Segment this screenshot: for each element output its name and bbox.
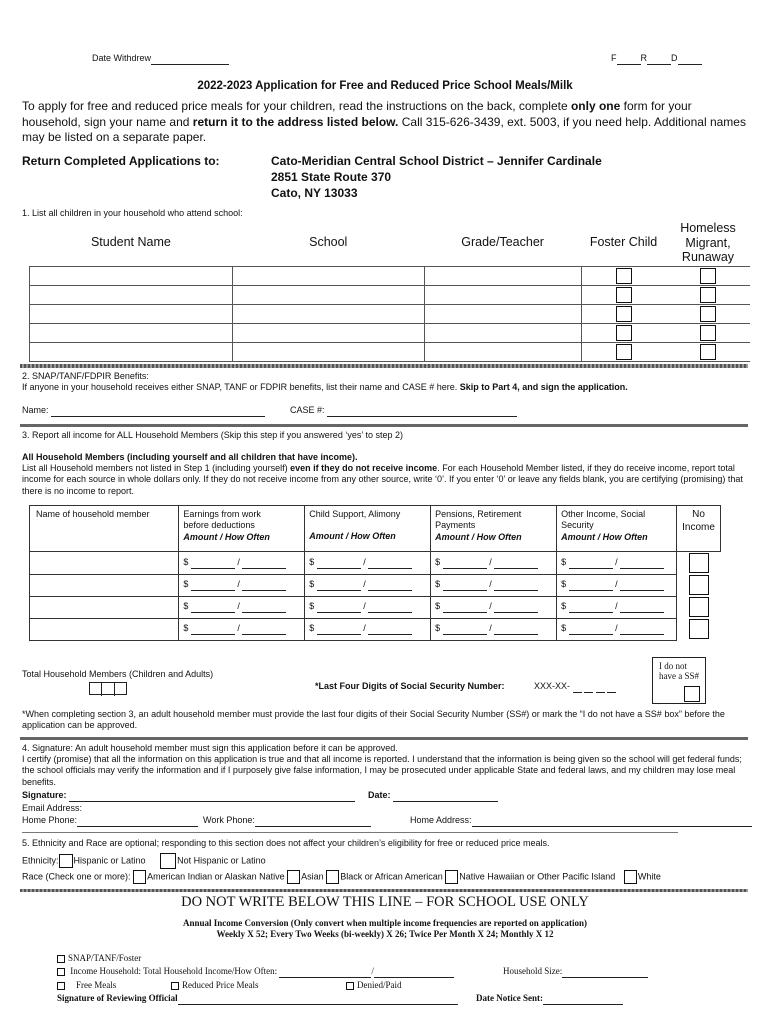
date-field [368,790,498,802]
foster-checkbox[interactable] [616,325,632,341]
dollar-sign: $ [435,622,443,633]
d-code-input[interactable] [678,53,702,65]
divider [20,424,748,427]
dollar-sign: $ [309,600,317,611]
free-meals-checkbox[interactable] [57,982,65,990]
dollar-sign: $ [561,600,569,611]
household-member-name-cell[interactable] [30,596,179,618]
pensions-frequency-input[interactable] [494,557,538,569]
intro-text-2: form for your household, sign your name and [22,99,692,129]
foster-child-cell[interactable] [581,323,666,342]
foster-checkbox[interactable] [616,306,632,322]
work-phone-input[interactable] [255,815,371,827]
denied-row [346,980,402,991]
homeless-checkbox[interactable] [700,268,716,284]
dollar-sign: $ [435,578,443,589]
pensions-cell[interactable] [431,596,557,618]
work-phone-field [203,815,371,827]
ssn-digit-input[interactable] [607,681,616,693]
slash-separator: / [612,578,621,589]
reduced-meals-label: Reduced Price Meals [182,980,259,990]
earnings-frequency-input[interactable] [242,557,286,569]
student-row [30,266,751,285]
household-member-name-cell[interactable] [30,552,179,575]
grade-teacher-cell[interactable] [424,304,581,323]
student-name-cell[interactable] [30,323,233,342]
r-code-input[interactable] [647,53,671,65]
slash-separator: / [486,600,495,611]
divider [20,889,748,892]
home-phone-label: Home Phone: [22,815,78,825]
ssn-field [534,681,616,693]
income-conversion-formula: Weekly X 52; Every Two Weeks (bi-weekly) X 26; Twice Per Month X 24; Monthly X 12 [216,929,554,939]
divider [22,832,678,833]
earnings-amount-input[interactable] [191,557,235,569]
student-name-cell[interactable] [30,285,233,304]
child-support-frequency-input[interactable] [368,601,412,613]
earnings-frequency-input[interactable] [242,579,286,591]
snap-office-checkbox[interactable] [57,955,65,963]
other-income-cell[interactable] [557,574,677,596]
homeless-header: Homeless Migrant, Runaway [680,221,736,264]
email-label: Email Address: [22,803,83,813]
income-household-label: Income Household: Total Household Income/How Often: [70,966,278,976]
student-name-header: Student Name [90,234,171,249]
earnings-header [179,506,305,552]
child-support-cell[interactable] [305,618,431,640]
homeless-checkbox[interactable] [700,287,716,303]
intro-bold-1: only one [570,99,621,113]
school-use-banner: DO NOT WRITE BELOW THIS LINE – FOR SCHOOL USE ONLY [181,894,589,910]
intro-bold-2: return it to the address listed below. [192,114,399,129]
no-income-checkbox[interactable] [689,553,709,573]
amount-how-often: Amount / How Often [435,531,522,542]
household-member-name-cell[interactable] [30,618,179,640]
ssn-digit-input[interactable] [584,681,593,693]
student-name-cell[interactable] [30,304,233,323]
date-withdrew-input[interactable] [151,53,229,65]
no-income-cell [677,574,721,596]
no-income-checkbox[interactable] [689,575,709,595]
household-size-label: Household Size: [503,966,563,976]
pensions-frequency-input[interactable] [494,623,538,635]
child-support-amount-input[interactable] [317,601,361,613]
child-support-amount-input[interactable] [317,623,361,635]
step3-instructions [22,463,750,497]
amount-how-often: Amount / How Often [309,531,396,541]
not-hispanic-label: Not Hispanic or Latino [177,855,266,866]
earnings-amount-input[interactable] [191,601,235,613]
no-income-checkbox[interactable] [689,619,709,639]
denied-label: Denied/Paid [357,980,402,990]
pensions-amount-input[interactable] [443,601,487,613]
slash-separator: / [360,622,369,633]
foster-checkbox[interactable] [616,344,632,360]
school-cell[interactable] [232,285,424,304]
snap-name-field [22,405,265,417]
school-cell[interactable] [232,266,424,285]
foster-checkbox[interactable] [616,287,632,303]
pensions-frequency-input[interactable] [494,579,538,591]
case-number-label: CASE #: [290,405,325,415]
earnings-cell[interactable] [179,574,305,596]
other-income-cell[interactable] [557,596,677,618]
step3-heading: 3. Report all income for ALL Household Members (Skip this step if you answered ‘yes’ to step 2) [22,430,404,440]
child-support-cell[interactable] [305,552,431,575]
other-income-header [557,506,677,552]
pensions-cell[interactable] [431,574,557,596]
earnings-cell[interactable] [179,618,305,640]
date-withdrew-field [92,53,229,65]
earnings-amount-input[interactable] [191,623,235,635]
pensions-amount-input[interactable] [443,557,487,569]
pensions-amount-input[interactable] [443,623,487,635]
child-support-frequency-input[interactable] [368,623,412,635]
total-income-input[interactable] [279,966,371,978]
slash-separator: / [360,556,369,567]
no-income-cell [677,618,721,640]
pensions-cell[interactable] [431,552,557,575]
child-support-frequency-input[interactable] [368,579,412,591]
foster-child-cell[interactable] [581,342,666,361]
other-income-header-label: Other Income, Social Security [561,509,646,531]
home-address-input[interactable] [472,815,752,827]
ethnicity-row [22,853,266,869]
case-number-field [290,405,517,417]
child-support-cell[interactable] [305,596,431,618]
no-ssn-checkbox[interactable] [684,686,700,702]
income-household-checkbox[interactable] [57,968,65,976]
home-address-label: Home Address: [410,815,472,825]
homeless-cell[interactable] [666,304,750,323]
dollar-sign: $ [309,578,317,589]
dollar-sign: $ [183,622,191,633]
slash-separator: / [234,600,243,611]
foster-child-cell[interactable] [581,304,666,323]
income-table [29,505,721,641]
pensions-header [431,506,557,552]
date-withdrew-label: Date Withdrew [92,53,152,63]
student-row [30,342,751,361]
dollar-sign: $ [183,556,191,567]
slash-separator: / [486,578,495,589]
f-code-label: F [611,53,617,63]
dollar-sign: $ [435,600,443,611]
race-pacific-islander-checkbox[interactable] [445,870,458,884]
school-header: School [309,234,348,249]
dollar-sign: $ [183,600,191,611]
homeless-checkbox[interactable] [700,344,716,360]
no-ssn-label: I do not have a SS# [659,661,699,682]
intro-text-3: Call 315-626-3439, ext. 5003, if you need help. Additional names may be listed on a separate paper. [22,114,746,145]
ssn-prefix: XXX-XX- [534,681,571,691]
household-size-input[interactable] [562,966,648,978]
step5-heading: 5. Ethnicity and Race are optional; responding to this section does not affect your children’s eligibility for free or reduced price meals. [22,838,550,848]
race-white-label: White [637,871,661,882]
reduced-meals-checkbox[interactable] [171,982,179,990]
homeless-checkbox[interactable] [700,306,716,322]
pensions-header-label: Pensions, Retirement Payments [435,509,522,531]
race-white-checkbox[interactable] [624,870,637,884]
signature-field [22,790,355,802]
work-phone-label: Work Phone: [203,815,255,825]
no-income-checkbox[interactable] [689,597,709,617]
income-row [30,596,721,618]
not-hispanic-checkbox[interactable] [160,853,176,869]
return-address-line2: 2851 State Route 370 [271,169,392,184]
intro-text-1: To apply for free and reduced price meals for your children, read the instructions on the back, complete [22,99,571,113]
other-income-frequency-input[interactable] [620,579,664,591]
race-asian-label: Asian [301,871,324,882]
other-income-cell[interactable] [557,552,677,575]
homeless-cell[interactable] [666,266,750,285]
child-support-amount-input[interactable] [317,579,361,591]
home-address-field [410,815,752,827]
step2-text-plain: If anyone in your household receives either SNAP, TANF or FDPIR benefits, list their name and CASE # here. [22,382,460,392]
signature-label: Signature: [22,790,67,800]
dollar-sign: $ [561,622,569,633]
step2-heading: 2. SNAP/TANF/FDPIR Benefits: [22,371,149,381]
dollar-sign: $ [309,556,317,567]
email-field [22,803,82,814]
slash-separator: / [234,556,243,567]
pensions-cell[interactable] [431,618,557,640]
return-address-line3: Cato, NY 13033 [271,185,358,200]
other-income-frequency-input[interactable] [620,623,664,635]
earnings-header-label: Earnings from work before deductions [183,509,261,531]
race-label: Race (Check one or more): [22,871,131,882]
earnings-cell[interactable] [179,552,305,575]
ssn-note: *When completing section 3, an adult household member must provide the last four digits of their Social Security Number (SS#) or mark the “I do not have a SS# box” before the application can be approved. [22,709,725,731]
grade-teacher-header: Grade/Teacher [461,234,544,249]
household-member-header: Name of household member [30,506,179,552]
student-row [30,323,751,342]
school-cell[interactable] [232,304,424,323]
certification-text: I certify (promise) that all the information on this application is true and that all income is reported. I understand that the information is being given so the school will get federal funds; the school officials may verify the information and if I purposely give false information, I may be prosecuted under applicable State and federal laws, and my children may lose meal benefits. [22,754,742,787]
earnings-frequency-input[interactable] [242,601,286,613]
step3-subheading: All Household Members (including yourself and all children that have income). [22,452,358,462]
earnings-amount-input[interactable] [191,579,235,591]
slash-separator: / [612,556,621,567]
d-code-label: D [671,53,678,63]
free-meals-row [57,980,116,991]
other-income-frequency-input[interactable] [620,557,664,569]
school-cell[interactable] [232,323,424,342]
total-household-label: Total Household Members (Children and Adults) [22,669,214,679]
f-code-input[interactable] [617,53,641,65]
snap-office-label: SNAP/TANF/Foster [68,953,142,963]
household-size-field [503,966,648,978]
how-often-input[interactable] [374,966,454,978]
other-income-amount-input[interactable] [569,601,613,613]
income-row [30,618,721,640]
ssn-label: *Last Four Digits of Social Security Number: [315,681,505,691]
grade-teacher-cell[interactable] [424,323,581,342]
school-cell[interactable] [232,342,424,361]
child-support-frequency-input[interactable] [368,557,412,569]
step1-instruction: 1. List all children in your household who attend school: [22,208,243,218]
foster-checkbox[interactable] [616,268,632,284]
slash-separator: / [612,600,621,611]
grade-teacher-cell[interactable] [424,285,581,304]
student-table [29,220,750,362]
step3-text-a: List all Household members not listed in Step 1 (including yourself) [22,463,291,473]
return-address [271,154,602,202]
no-income-cell [677,596,721,618]
r-code-label: R [640,53,647,63]
other-income-amount-input[interactable] [569,557,613,569]
student-rows [30,266,751,361]
income-household-row: Income Household: Total Household Income/How Often: / [57,966,454,978]
date-notice-input[interactable] [543,993,623,1005]
pensions-amount-input[interactable] [443,579,487,591]
step2-text-bold: Skip to Part 4, and sign the application. [459,382,628,392]
signature-input[interactable] [69,790,355,802]
homeless-checkbox[interactable] [700,325,716,341]
earnings-frequency-input[interactable] [242,623,286,635]
race-american-indian-checkbox[interactable] [133,870,146,884]
date-notice-field [476,993,623,1005]
page-title: 2022-2023 Application for Free and Reduced Price School Meals/Milk [197,80,573,92]
ethnicity-label: Ethnicity: [22,855,59,866]
no-ssn-box [652,657,706,704]
other-income-amount-input[interactable] [569,579,613,591]
income-rows [30,552,721,641]
hispanic-checkbox[interactable] [59,854,73,868]
income-row [30,574,721,596]
snap-name-input[interactable] [51,405,265,417]
student-row [30,304,751,323]
slash-separator: / [234,622,243,633]
no-income-cell [677,552,721,575]
office-codes [611,53,702,65]
ssn-digit-input[interactable] [596,681,605,693]
divider [20,737,748,740]
date-label: Date: [368,790,391,800]
date-input[interactable] [393,790,498,802]
step4-heading: 4. Signature: An adult household member must sign this application before it can be approved. [22,743,398,753]
date-notice-label: Date Notice Sent: [476,993,543,1003]
no-income-header: No Income [677,506,721,552]
reviewer-signature-label: Signature of Reviewing Official [57,993,178,1003]
child-support-amount-input[interactable] [317,557,361,569]
step3-text-bold: even if they do not receive income [290,463,438,473]
slash-separator: / [234,578,243,589]
slash-separator: / [360,578,369,589]
slash-separator: / [612,622,621,633]
income-conversion-title: Annual Income Conversion (Only convert when multiple income frequencies are reported on application) [183,918,587,928]
grade-teacher-cell[interactable] [424,266,581,285]
grade-teacher-cell[interactable] [424,342,581,361]
reviewer-signature-input[interactable] [178,993,458,1005]
dollar-sign: $ [309,622,317,633]
home-phone-input[interactable] [77,815,198,827]
pensions-frequency-input[interactable] [494,601,538,613]
child-support-header [305,506,431,552]
hispanic-label: Hispanic or Latino [73,855,146,866]
return-label: Return Completed Applications to: [22,154,220,168]
student-name-cell[interactable] [30,266,233,285]
intro-paragraph [22,99,750,146]
snap-office-row [57,953,141,964]
homeless-cell[interactable] [666,323,750,342]
other-income-amount-input[interactable] [569,623,613,635]
race-asian-checkbox[interactable] [287,870,300,884]
student-name-cell[interactable] [30,342,233,361]
income-row [30,552,721,575]
divider [20,364,748,368]
reduced-meals-row [171,980,258,991]
race-black-checkbox[interactable] [326,870,339,884]
student-row [30,285,751,304]
step2-text [22,382,628,393]
dollar-sign: $ [183,578,191,589]
dollar-sign: $ [561,556,569,567]
foster-child-header: Foster Child [589,234,658,249]
child-support-header-label: Child Support, Alimony [309,509,401,519]
slash-separator: / [486,556,495,567]
slash-separator: / [360,600,369,611]
snap-name-label: Name: [22,405,49,415]
foster-child-cell[interactable] [581,285,666,304]
amount-how-often: Amount / How Often [561,531,648,542]
free-meals-label: Free Meals [76,980,117,990]
step3-text-b: . For each Household Member listed, if they do receive income, report total income for each source in whole dollars only. If they do not receive income from any other source, write ‘0’. If you enter ‘0’ or leave any fields blank, you are certifying (promising) that there is no income to report. [22,463,743,496]
dollar-sign: $ [561,578,569,589]
household-member-name-cell[interactable] [30,574,179,596]
homeless-cell[interactable] [666,342,750,361]
race-american-indian-label: American Indian or Alaskan Native [147,871,285,882]
slash-separator: / [486,622,495,633]
total-household-input[interactable] [89,682,127,695]
foster-child-cell[interactable] [581,266,666,285]
ssn-digit-input[interactable] [573,681,582,693]
amount-how-often: Amount / How Often [183,531,270,542]
reviewer-signature-field [57,993,458,1005]
return-address-line1: Cato-Meridian Central School District – Jennifer Cardinale [271,154,602,168]
homeless-cell[interactable] [666,285,750,304]
denied-checkbox[interactable] [346,982,354,990]
home-phone-field [22,815,198,827]
race-pacific-islander-label: Native Hawaiian or Other Pacific Island [459,871,616,882]
earnings-cell[interactable] [179,596,305,618]
child-support-cell[interactable] [305,574,431,596]
other-income-cell[interactable] [557,618,677,640]
case-number-input[interactable] [327,405,517,417]
dollar-sign: $ [435,556,443,567]
other-income-frequency-input[interactable] [620,601,664,613]
race-row [22,870,661,884]
race-black-label: Black or African American [340,871,443,882]
